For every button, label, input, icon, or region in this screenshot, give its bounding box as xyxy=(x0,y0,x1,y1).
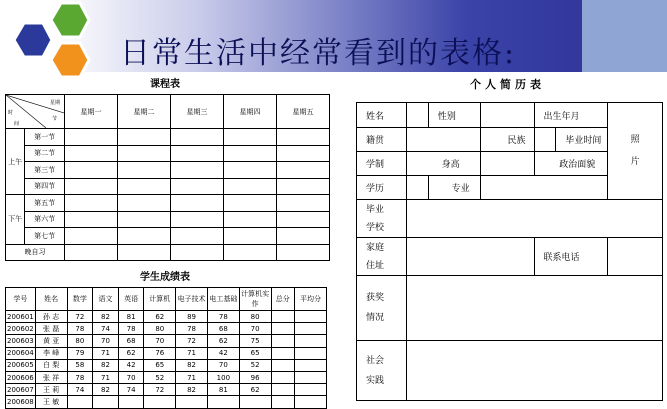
grades-cell: 65 xyxy=(144,359,176,371)
period-label: 第二节 xyxy=(25,145,65,162)
grades-cell xyxy=(271,335,295,347)
grades-cell xyxy=(295,323,327,335)
label-education: 学历 xyxy=(357,176,407,200)
grades-cell: 张 祥 xyxy=(35,371,67,383)
grades-cell xyxy=(295,396,327,408)
practice-text: 社会实践 xyxy=(366,355,385,386)
grades-header-cell: 学号 xyxy=(6,288,36,311)
grades-cell: 200602 xyxy=(6,323,36,335)
grades-cell: 81 xyxy=(207,384,239,396)
grades-cell: 74 xyxy=(67,384,93,396)
grades-cell: 75 xyxy=(239,335,271,347)
grades-cell: 200605 xyxy=(6,359,36,371)
grades-cell xyxy=(176,396,208,408)
course-table xyxy=(5,94,330,261)
day-header: 星期三 xyxy=(171,95,224,129)
grades-cell: 79 xyxy=(67,347,93,359)
grades-row xyxy=(6,384,327,396)
grades-cell: 80 xyxy=(144,323,176,335)
grades-cell: 62 xyxy=(239,384,271,396)
grades-cell: 71 xyxy=(176,371,208,383)
grades-cell: 81 xyxy=(118,311,144,323)
day-header: 星期二 xyxy=(118,95,171,129)
label-gender: 性别 xyxy=(428,103,480,128)
corner-label-4: 间 xyxy=(14,121,20,127)
grades-header-cell: 计算机实作 xyxy=(239,288,271,311)
resume-title: 个人简历表 xyxy=(470,78,545,91)
grades-cell: 72 xyxy=(67,311,93,323)
grades-header-cell: 总分 xyxy=(271,288,295,311)
banner-accent xyxy=(582,0,667,72)
grades-cell: 200608 xyxy=(6,396,36,408)
grades-cell: 82 xyxy=(93,311,119,323)
grades-header-cell: 姓名 xyxy=(35,288,67,311)
grades-row xyxy=(6,359,327,371)
grades-cell xyxy=(67,396,93,408)
grades-cell: 70 xyxy=(118,371,144,383)
label-practice xyxy=(357,341,407,401)
grades-cell xyxy=(118,396,144,408)
grades-header-cell: 电子技术 xyxy=(176,288,208,311)
hexagon-logo xyxy=(0,0,110,80)
grades-cell: 62 xyxy=(207,335,239,347)
label-ethnic: 民族 xyxy=(480,128,534,152)
grades-cell: 78 xyxy=(118,323,144,335)
period-label: 第三节 xyxy=(25,162,65,179)
grades-cell: 80 xyxy=(67,335,93,347)
grades-cell xyxy=(93,396,119,408)
grades-header-cell: 数学 xyxy=(67,288,93,311)
day-header: 星期四 xyxy=(224,95,277,129)
grades-cell: 孙 志 xyxy=(35,311,67,323)
grad-school-text: 毕业学校 xyxy=(366,204,385,233)
grades-cell xyxy=(271,396,295,408)
evening-label: 晚自习 xyxy=(6,244,65,261)
grades-cell: 74 xyxy=(93,323,119,335)
grades-cell: 100 xyxy=(207,371,239,383)
grades-header-cell: 语文 xyxy=(93,288,119,311)
grades-cell: 白 梨 xyxy=(35,359,67,371)
grades-cell: 78 xyxy=(67,323,93,335)
grades-cell xyxy=(271,371,295,383)
corner-label-2: 节 xyxy=(52,116,58,122)
period-label: 第七节 xyxy=(25,228,65,245)
grades-cell: 78 xyxy=(207,311,239,323)
label-grad-school xyxy=(357,200,407,238)
grades-cell: 71 xyxy=(176,347,208,359)
grades-cell xyxy=(271,359,295,371)
course-table-title: 课程表 xyxy=(150,79,180,90)
label-phone: 联系电话 xyxy=(534,238,608,276)
grades-cell: 68 xyxy=(118,335,144,347)
grades-cell: 74 xyxy=(118,384,144,396)
corner-label-1: 星期 xyxy=(50,100,61,106)
grades-cell: 70 xyxy=(93,335,119,347)
grades-cell xyxy=(295,371,327,383)
grades-cell: 42 xyxy=(118,359,144,371)
label-awards xyxy=(357,276,407,341)
grades-cell: 72 xyxy=(176,335,208,347)
pm-label: 下午 xyxy=(6,195,25,245)
slide-title: 日常生活中经常看到的表格: xyxy=(120,36,517,71)
label-height: 身高 xyxy=(406,152,480,176)
label-grad-time: 毕业时间 xyxy=(556,128,608,152)
grades-cell: 78 xyxy=(67,371,93,383)
grades-cell: 89 xyxy=(176,311,208,323)
label-school-system: 学制 xyxy=(357,152,407,176)
grades-cell: 70 xyxy=(144,335,176,347)
grades-cell: 80 xyxy=(239,311,271,323)
grades-cell xyxy=(295,359,327,371)
photo-box xyxy=(608,103,663,200)
grades-cell: 200604 xyxy=(6,347,36,359)
label-name: 姓名 xyxy=(357,103,407,128)
grades-cell xyxy=(271,347,295,359)
grades-cell xyxy=(271,384,295,396)
grades-cell xyxy=(144,396,176,408)
day-header: 星期一 xyxy=(65,95,118,129)
period-label: 第一节 xyxy=(25,129,65,146)
grades-cell: 王 敏 xyxy=(35,396,67,408)
grades-cell: 42 xyxy=(207,347,239,359)
day-header: 星期五 xyxy=(277,95,330,129)
hexagon-green-icon xyxy=(51,3,89,37)
grades-cell: 王 莉 xyxy=(35,384,67,396)
resume-table xyxy=(356,102,663,401)
grades-cell: 52 xyxy=(239,359,271,371)
grades-cell xyxy=(207,396,239,408)
grades-cell: 82 xyxy=(176,384,208,396)
grades-header-cell: 电工基础 xyxy=(207,288,239,311)
label-major: 专业 xyxy=(428,176,480,200)
grades-cell: 62 xyxy=(118,347,144,359)
grades-header-cell: 英语 xyxy=(118,288,144,311)
grades-cell: 黄 亚 xyxy=(35,335,67,347)
label-birth: 出生年月 xyxy=(534,103,608,128)
grades-cell xyxy=(295,335,327,347)
grades-cell: 200606 xyxy=(6,371,36,383)
period-label: 第五节 xyxy=(25,195,65,212)
grades-cell: 李 峰 xyxy=(35,347,67,359)
grades-row xyxy=(6,396,327,408)
grades-header-cell: 平均分 xyxy=(295,288,327,311)
grades-table xyxy=(5,287,327,409)
grades-row xyxy=(6,371,327,383)
grades-cell xyxy=(295,311,327,323)
grades-table-title: 学生成绩表 xyxy=(140,272,190,283)
label-native: 籍贯 xyxy=(357,128,407,152)
grades-cell: 71 xyxy=(93,371,119,383)
grades-cell: 张 磊 xyxy=(35,323,67,335)
hexagon-orange-icon xyxy=(51,43,89,77)
grades-cell: 82 xyxy=(93,359,119,371)
label-political: 政治面貌 xyxy=(534,152,608,176)
grades-cell xyxy=(295,347,327,359)
grades-cell: 82 xyxy=(176,359,208,371)
grades-cell xyxy=(239,396,271,408)
grades-header-cell: 计算机 xyxy=(144,288,176,311)
grades-row xyxy=(6,347,327,359)
grades-cell xyxy=(271,323,295,335)
grades-cell: 82 xyxy=(93,384,119,396)
grades-row xyxy=(6,323,327,335)
grades-cell: 96 xyxy=(239,371,271,383)
label-photo: 照片 xyxy=(630,135,640,167)
grades-row xyxy=(6,311,327,323)
home-address-text: 家庭住址 xyxy=(366,242,385,271)
label-home-address xyxy=(357,238,407,276)
awards-text: 获奖情况 xyxy=(366,293,385,323)
grades-cell xyxy=(271,311,295,323)
grades-cell: 62 xyxy=(144,311,176,323)
grades-cell: 58 xyxy=(67,359,93,371)
grades-cell: 70 xyxy=(207,359,239,371)
period-label: 第四节 xyxy=(25,178,65,195)
period-label: 第六节 xyxy=(25,211,65,228)
hexagon-blue-icon xyxy=(14,23,52,57)
grades-cell: 72 xyxy=(144,384,176,396)
grades-cell: 68 xyxy=(207,323,239,335)
grades-cell: 200603 xyxy=(6,335,36,347)
grades-cell: 78 xyxy=(176,323,208,335)
grades-cell: 76 xyxy=(144,347,176,359)
grades-cell: 71 xyxy=(93,347,119,359)
corner-cell xyxy=(6,95,65,129)
grades-cell: 65 xyxy=(239,347,271,359)
corner-label-3: 时 xyxy=(8,110,14,116)
grades-cell: 200601 xyxy=(6,311,36,323)
grades-cell: 200607 xyxy=(6,384,36,396)
grades-cell: 70 xyxy=(239,323,271,335)
am-label: 上午 xyxy=(6,129,25,195)
grades-cell: 52 xyxy=(144,371,176,383)
grades-cell xyxy=(295,384,327,396)
grades-row xyxy=(6,335,327,347)
